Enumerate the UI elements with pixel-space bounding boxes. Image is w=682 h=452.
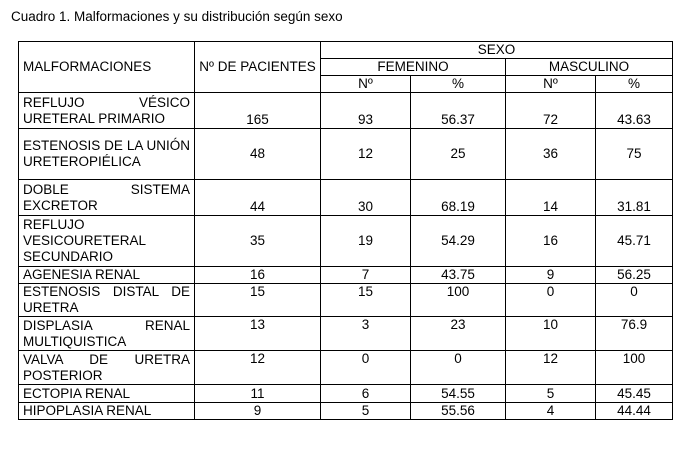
- table-row: [19, 129, 673, 180]
- patients-count: 12: [195, 351, 321, 385]
- female-percent: 23: [411, 317, 506, 351]
- female-count: 6: [321, 385, 411, 403]
- female-percent: 0: [411, 351, 506, 385]
- female-percent: 68.19: [411, 180, 506, 216]
- patients-count: 13: [195, 317, 321, 351]
- patients-count: 44: [195, 180, 321, 216]
- female-count: 19: [321, 216, 411, 267]
- patients-count: 15: [195, 284, 321, 317]
- male-percent: 44.44: [596, 403, 673, 420]
- male-count: 14: [506, 180, 596, 216]
- male-percent: 43.63: [596, 93, 673, 129]
- patients-count: 165: [195, 93, 321, 129]
- malformation-name: AGENESIA RENAL: [19, 267, 195, 284]
- malformation-name: HIPOPLASIA RENAL: [19, 403, 195, 420]
- header-masc-n: Nº: [506, 76, 596, 93]
- male-percent: 31.81: [596, 180, 673, 216]
- table-row: [19, 403, 673, 420]
- header-femenino: FEMENINO: [321, 59, 506, 76]
- male-percent: 45.71: [596, 216, 673, 267]
- table-row: [19, 385, 673, 403]
- table-row: [19, 180, 673, 216]
- malformation-name: ESTENOSIS DISTAL DE URETRA: [19, 284, 195, 317]
- table-row: [19, 93, 673, 129]
- patients-count: 9: [195, 403, 321, 420]
- patients-count: 16: [195, 267, 321, 284]
- table-row: [19, 351, 673, 385]
- table-row: [19, 216, 673, 267]
- malformations-table: [18, 41, 673, 420]
- male-percent: 56.25: [596, 267, 673, 284]
- male-count: 9: [506, 267, 596, 284]
- male-count: 5: [506, 385, 596, 403]
- malformation-name: VALVA DE URETRA POSTERIOR: [19, 351, 195, 385]
- header-pacientes: Nº DE PACIENTES: [195, 42, 321, 93]
- male-count: 0: [506, 284, 596, 317]
- female-percent: 43.75: [411, 267, 506, 284]
- male-percent: 75: [596, 129, 673, 180]
- header-masc-pct: %: [596, 76, 673, 93]
- header-masculino: MASCULINO: [506, 59, 673, 76]
- female-count: 12: [321, 129, 411, 180]
- header-malformaciones: MALFORMACIONES: [19, 42, 195, 93]
- female-count: 30: [321, 180, 411, 216]
- malformation-name: DISPLASIA RENAL MULTIQUISTICA: [19, 317, 195, 351]
- female-count: 5: [321, 403, 411, 420]
- female-percent: 55.56: [411, 403, 506, 420]
- female-count: 0: [321, 351, 411, 385]
- patients-count: 11: [195, 385, 321, 403]
- female-percent: 56.37: [411, 93, 506, 129]
- male-count: 10: [506, 317, 596, 351]
- male-percent: 76.9: [596, 317, 673, 351]
- table-caption: Cuadro 1. Malformaciones y su distribución según sexo: [11, 9, 343, 24]
- malformation-name: ECTOPIA RENAL: [19, 385, 195, 403]
- table-row: [19, 267, 673, 284]
- male-percent: 0: [596, 284, 673, 317]
- female-percent: 100: [411, 284, 506, 317]
- female-count: 93: [321, 93, 411, 129]
- male-percent: 100: [596, 351, 673, 385]
- patients-count: 35: [195, 216, 321, 267]
- male-count: 12: [506, 351, 596, 385]
- header-fem-pct: %: [411, 76, 506, 93]
- malformation-name: DOBLE SISTEMA EXCRETOR: [19, 180, 195, 216]
- patients-count: 48: [195, 129, 321, 180]
- female-count: 3: [321, 317, 411, 351]
- malformation-name: ESTENOSIS DE LA UNIÓN URETEROPIÉLICA: [19, 129, 195, 180]
- header-sexo: SEXO: [321, 42, 673, 59]
- male-count: 72: [506, 93, 596, 129]
- female-percent: 25: [411, 129, 506, 180]
- malformation-name: REFLUJO VÉSICO URETERAL PRIMARIO: [19, 93, 195, 129]
- male-count: 4: [506, 403, 596, 420]
- female-percent: 54.29: [411, 216, 506, 267]
- malformation-name: REFLUJO VESICOURETERAL SECUNDARIO: [19, 216, 195, 267]
- header-fem-n: Nº: [321, 76, 411, 93]
- male-percent: 45.45: [596, 385, 673, 403]
- male-count: 16: [506, 216, 596, 267]
- male-count: 36: [506, 129, 596, 180]
- table-row: [19, 317, 673, 351]
- female-count: 15: [321, 284, 411, 317]
- table-row: [19, 284, 673, 317]
- female-percent: 54.55: [411, 385, 506, 403]
- female-count: 7: [321, 267, 411, 284]
